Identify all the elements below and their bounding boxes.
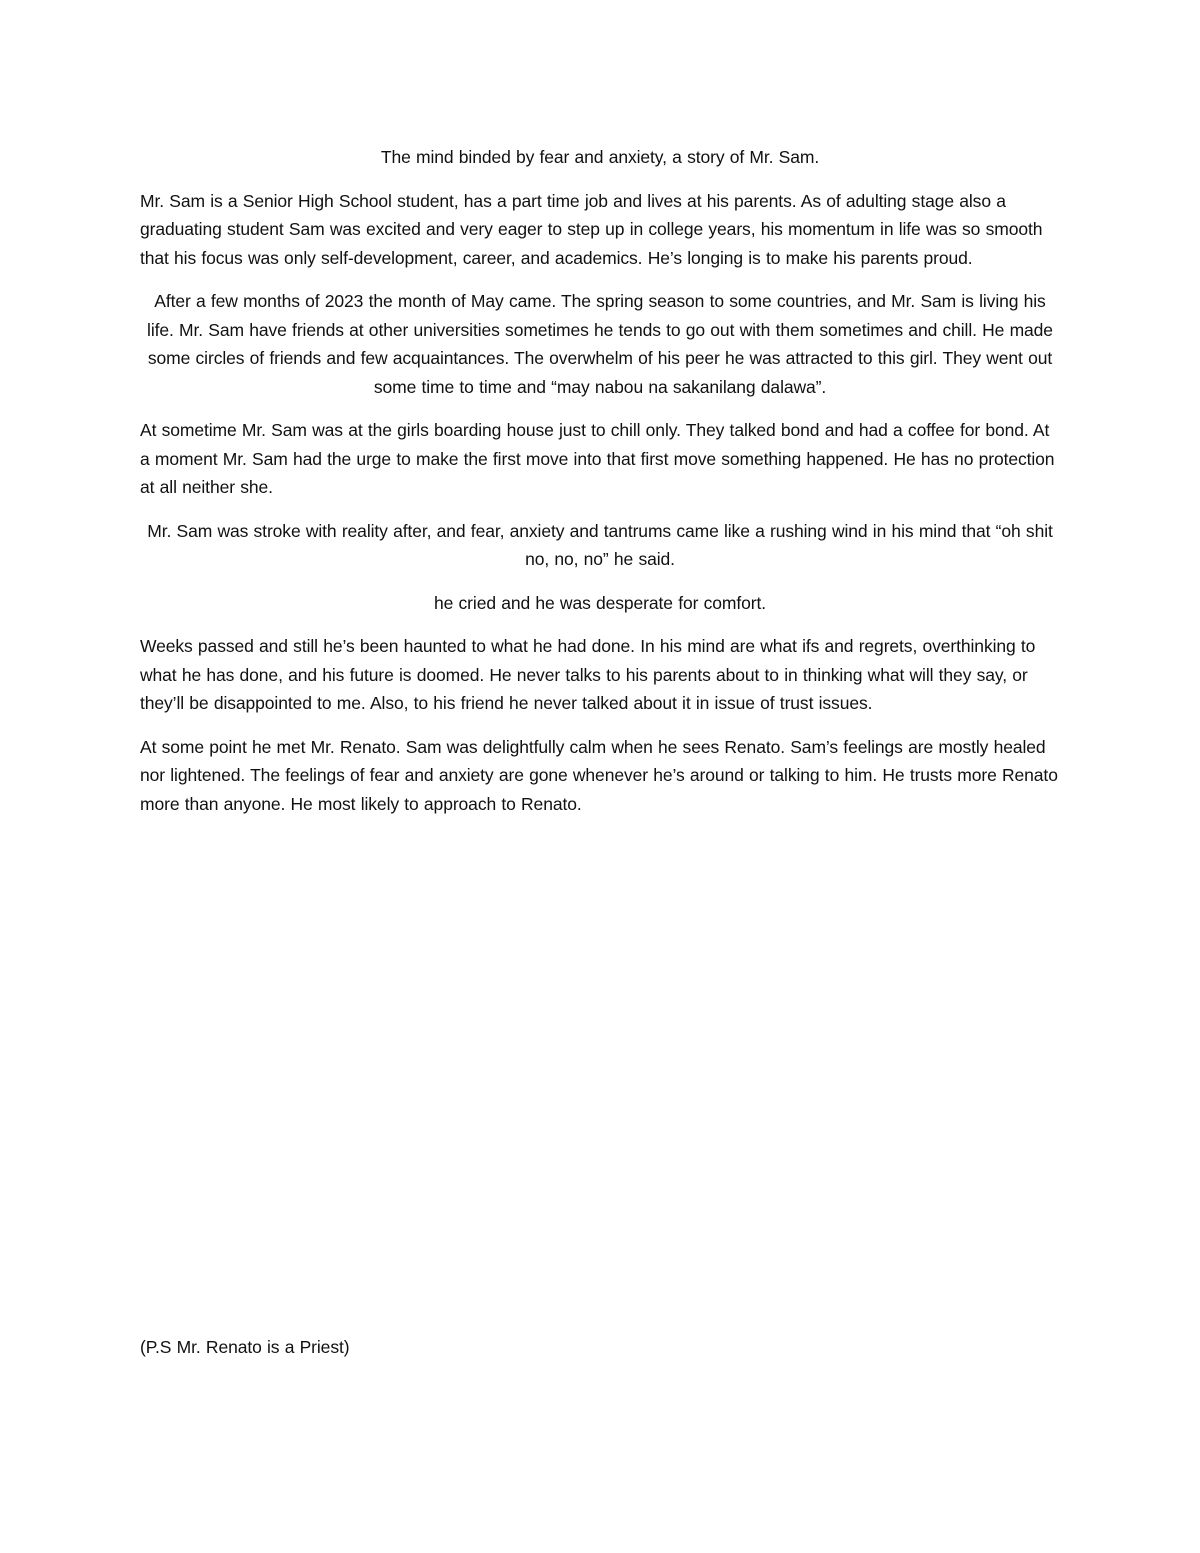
paragraph-weeks-passed: Weeks passed and still he’s been haunted to what he had done. In his mind are what ifs and regrets, overthinking to what he has done, and his future is doomed. He never talks to his parents about to in thinking what will they say, or they’ll be disappointed to me. Also, to his friend he never talked about it in issue of trust issues. <box>140 636 1036 713</box>
paragraph-cried: he cried and he was desperate for comfort. <box>434 592 766 613</box>
document-title: The mind binded by fear and anxiety, a story of Mr. Sam. <box>380 147 820 167</box>
paragraph-renato: At some point he met Mr. Renato. Sam was delightfully calm when he sees Renato. Sam’s feelings are mostly healed nor lightened. The feelings of fear and anxiety are gone whenever he’s around or talking to him. He trusts more Renato more than anyone. He most likely to approach to Renato. <box>140 736 1058 814</box>
paragraph-intro: Mr. Sam is a Senior High School student, has a part time job and lives at his parents. As of adulting stage also a graduating student Sam was excited and very eager to step up in college years, his momentum in life was so smooth that his focus was only self-development, career, and academics. He’s longing is to make his parents proud. <box>140 190 1043 268</box>
paragraph-boarding-house: At sometime Mr. Sam was at the girls boarding house just to chill only. They talked bond and had a coffee for bond. At a moment Mr. Sam had the urge to make the first move into that first move something happened. He has no protection at all neither she. <box>140 420 1055 497</box>
document-body <box>140 143 1060 833</box>
postscript: (P.S Mr. Renato is a Priest) <box>140 1337 350 1357</box>
paragraph-reality: Mr. Sam was stroke with reality after, and fear, anxiety and tantrums came like a rushing wind in his mind that “oh shit no, no, no” he said. <box>147 520 1053 569</box>
paragraph-may: After a few months of 2023 the month of May came. The spring season to some countries, and Mr. Sam is living his life. Mr. Sam have friends at other universities sometimes he tends to go out with them sometimes and chill. He made some circles of friends and few acquaintances. The overwhelm of his peer he was attracted to this girl. They went out some time to time and “may nabou na sakanilang dalawa”. <box>147 291 1053 397</box>
